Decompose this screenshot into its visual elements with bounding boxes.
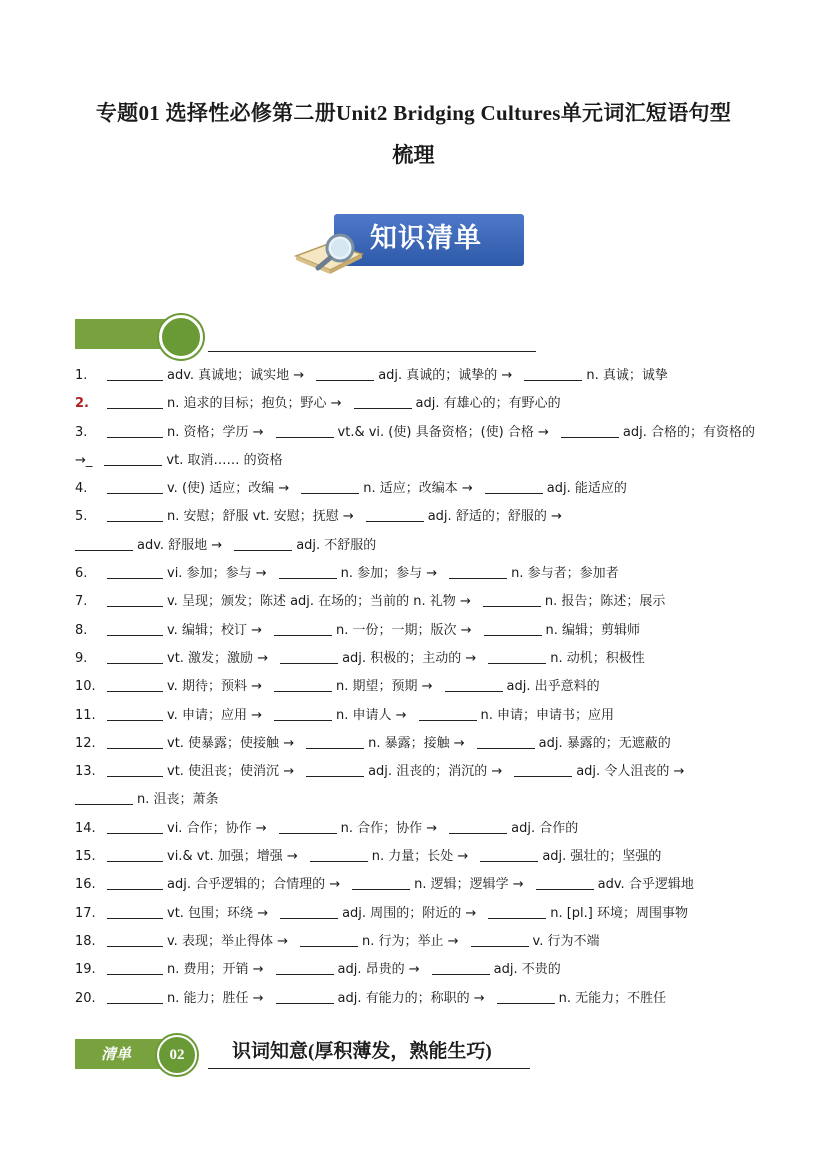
answer-blank[interactable] xyxy=(488,904,546,919)
answer-blank[interactable] xyxy=(75,536,133,551)
vocab-definition: v. 申请；应用 → xyxy=(167,707,262,723)
vocab-item xyxy=(75,843,755,871)
answer-blank[interactable] xyxy=(449,819,507,834)
vocab-definition: vt. 取消…… 的资格 xyxy=(166,452,283,468)
banner-text: 知识清单 xyxy=(370,223,482,254)
answer-blank[interactable] xyxy=(352,875,410,890)
vocab-definition: n. 动机；积极性 xyxy=(550,650,645,666)
vocab-number: 20. xyxy=(75,990,96,1006)
answer-blank[interactable] xyxy=(276,960,334,975)
vocab-definition: adv. 合乎逻辑地 xyxy=(597,877,694,893)
vocab-definition: n. 一份；一期；版次 → xyxy=(335,622,472,638)
section-1-title-line xyxy=(208,351,536,352)
answer-blank[interactable] xyxy=(485,479,543,494)
answer-blank[interactable] xyxy=(107,904,163,919)
answer-blank[interactable] xyxy=(432,960,490,975)
vocab-definition: n. 暴露；接触 → xyxy=(368,735,465,751)
vocab-number: 5. xyxy=(75,509,88,525)
vocab-definition: n. 力量；长处 → xyxy=(371,849,469,865)
answer-blank[interactable] xyxy=(107,677,163,692)
answer-blank[interactable] xyxy=(514,762,572,777)
section-2-title-line xyxy=(208,1068,530,1069)
vocab-definition: n. 安慰；舒服 vt. 安慰；抚慰 → xyxy=(167,509,354,525)
section-1-badge xyxy=(159,315,203,359)
vocab-definition: n. 费用；开销 → xyxy=(167,962,264,978)
vocab-definition: adj. 合乎逻辑的；合情理的 → xyxy=(167,877,341,893)
answer-blank[interactable] xyxy=(301,479,359,494)
vocab-item xyxy=(75,673,755,701)
answer-blank[interactable] xyxy=(107,564,163,579)
vocab-number: 19. xyxy=(75,962,96,978)
vocab-number: 9. xyxy=(75,650,88,666)
vocab-number: 14. xyxy=(75,820,96,836)
vocab-definition: n. 报告；陈述；展示 xyxy=(544,594,666,610)
vocab-definition: n. 行为；举止 → xyxy=(361,933,459,949)
vocab-number: 13. xyxy=(75,764,96,780)
answer-blank[interactable] xyxy=(107,394,163,409)
vocab-definition: vt. 激发；激励 → xyxy=(167,650,269,666)
answer-blank[interactable] xyxy=(366,507,424,522)
vocab-definition: n. 逻辑；逻辑学 → xyxy=(414,877,524,893)
vocab-item xyxy=(75,362,755,390)
vocab-definition: v. 行为不端 xyxy=(532,933,600,949)
vocab-item xyxy=(75,702,755,730)
answer-blank[interactable] xyxy=(107,960,163,975)
answer-blank[interactable] xyxy=(306,734,364,749)
section-2-label: 清单 xyxy=(101,1045,132,1063)
vocab-definition: adj. 舒适的；舒服的 → xyxy=(427,509,562,525)
vocab-definition: n. 追求的目标；抱负；野心 → xyxy=(167,396,342,412)
vocab-item xyxy=(75,730,755,758)
section-2-title: 识词知意(厚积薄发，熟能生巧) xyxy=(232,1041,492,1062)
answer-blank[interactable] xyxy=(449,564,507,579)
vocab-definition: vt. 包围；环绕 → xyxy=(167,905,269,921)
vocab-definition: adj. 真诚的；诚挚的 → xyxy=(378,368,513,383)
vocab-definition: v. (使) 适应；改编 → xyxy=(167,481,290,497)
vocab-definition: adj. 暴露的；无遮蔽的 xyxy=(538,735,671,751)
vocab-definition: vi. 合作；协作 → xyxy=(167,820,267,836)
answer-blank[interactable] xyxy=(75,790,133,805)
section-1-header xyxy=(75,315,205,353)
vocab-definition: adj. 有雄心的；有野心的 xyxy=(415,396,561,412)
vocab-definition: n. 参与者；参加者 xyxy=(511,566,619,582)
vocab-definition: v. 编辑；校订 → xyxy=(167,622,262,638)
answer-blank[interactable] xyxy=(561,423,619,438)
page-title-line-1: 专题01 选择性必修第二册Unit2 Bridging Cultures单元词汇短语句型 xyxy=(95,101,732,125)
answer-blank[interactable] xyxy=(419,706,477,721)
vocab-item xyxy=(75,560,755,588)
vocab-number: 1. xyxy=(75,368,88,383)
answer-blank[interactable] xyxy=(484,621,542,636)
answer-blank[interactable] xyxy=(524,366,582,381)
vocab-definition: n. 参加；参与 → xyxy=(340,566,438,582)
vocab-number: 11. xyxy=(75,707,96,723)
vocab-number: 8. xyxy=(75,622,88,638)
vocab-definition: vt. 使暴露；使接触 → xyxy=(167,735,295,751)
vocab-definition: n. 编辑；剪辑师 xyxy=(545,622,641,638)
answer-blank[interactable] xyxy=(536,875,594,890)
answer-blank[interactable] xyxy=(107,706,163,721)
vocab-number: 16. xyxy=(75,877,96,893)
answer-blank[interactable] xyxy=(480,847,538,862)
answer-blank[interactable] xyxy=(274,677,332,692)
vocab-definition: vt. 使沮丧；使消沉 → xyxy=(167,764,295,780)
vocab-number: 12. xyxy=(75,735,96,751)
answer-blank[interactable] xyxy=(280,649,338,664)
answer-blank[interactable] xyxy=(107,875,163,890)
section-2-number: 02 xyxy=(157,1035,197,1075)
section-2-header xyxy=(75,1034,205,1072)
vocab-definition: n. 沮丧；萧条 xyxy=(137,792,219,808)
vocab-number: 3. xyxy=(75,424,88,440)
answer-blank[interactable] xyxy=(107,762,163,777)
vocab-number: 2. xyxy=(75,396,89,412)
vocab-definition: adj. 昂贵的 → xyxy=(337,962,420,978)
vocab-item xyxy=(75,503,755,560)
vocab-definition: n. 能力；胜任 → xyxy=(167,990,264,1006)
vocab-number: 17. xyxy=(75,905,96,921)
page-title xyxy=(0,92,827,176)
vocab-definition: n. 资格；学历 → xyxy=(167,424,264,440)
answer-blank[interactable] xyxy=(107,734,163,749)
answer-blank[interactable] xyxy=(107,507,163,522)
answer-blank[interactable] xyxy=(107,932,163,947)
vocab-definition: adj. 能适应的 xyxy=(546,481,627,497)
answer-blank[interactable] xyxy=(234,536,292,551)
vocab-number: 18. xyxy=(75,933,96,949)
vocab-item xyxy=(75,985,755,1013)
vocab-definition: n. [pl.] 环境；周围事物 xyxy=(550,905,688,921)
answer-blank[interactable] xyxy=(107,847,163,862)
answer-blank[interactable] xyxy=(274,706,332,721)
vocab-item xyxy=(75,390,755,418)
vocab-item xyxy=(75,645,755,673)
vocab-definition: adv. 舒服地 → xyxy=(137,537,223,553)
vocab-item xyxy=(75,475,755,503)
answer-blank[interactable] xyxy=(107,366,163,381)
vocab-item xyxy=(75,617,755,645)
vocab-definition: adj. 合格的；有资格的 →_ xyxy=(75,424,755,468)
vocab-item xyxy=(75,758,755,815)
vocab-item xyxy=(75,815,755,843)
vocab-item xyxy=(75,928,755,956)
vocab-number: 15. xyxy=(75,849,96,865)
vocab-definition: adj. 不舒服的 xyxy=(296,537,377,553)
answer-blank[interactable] xyxy=(107,423,163,438)
answer-blank[interactable] xyxy=(497,989,555,1004)
answer-blank[interactable] xyxy=(471,932,529,947)
answer-blank[interactable] xyxy=(354,394,412,409)
page-title-line-2: 梳理 xyxy=(392,143,435,167)
answer-blank[interactable] xyxy=(107,592,163,607)
vocab-definition: vt.& vi. (使) 具备资格；(使) 合格 → xyxy=(337,424,549,440)
answer-blank[interactable] xyxy=(274,621,332,636)
vocab-definition: n. 无能力；不胜任 xyxy=(558,990,667,1006)
answer-blank[interactable] xyxy=(107,479,163,494)
answer-blank[interactable] xyxy=(483,592,541,607)
vocab-definition: adj. 合作的 xyxy=(511,820,579,836)
vocab-definition: v. 表现；举止得体 → xyxy=(167,933,288,949)
vocab-number: 6. xyxy=(75,566,88,582)
answer-blank[interactable] xyxy=(279,819,337,834)
answer-blank[interactable] xyxy=(107,989,163,1004)
vocab-number: 10. xyxy=(75,679,96,695)
answer-blank[interactable] xyxy=(310,847,368,862)
answer-blank[interactable] xyxy=(316,366,374,381)
answer-blank[interactable] xyxy=(107,621,163,636)
vocab-item xyxy=(75,588,755,616)
answer-blank[interactable] xyxy=(280,904,338,919)
answer-blank[interactable] xyxy=(306,762,364,777)
vocab-item xyxy=(75,871,755,899)
vocab-number: 4. xyxy=(75,481,88,497)
vocab-number: 7. xyxy=(75,594,88,610)
vocab-definition: n. 合作；协作 → xyxy=(340,820,438,836)
answer-blank[interactable] xyxy=(104,451,162,466)
knowledge-list-banner xyxy=(292,212,532,274)
vocab-definition: adj. 沮丧的；消沉的 → xyxy=(368,764,503,780)
answer-blank[interactable] xyxy=(477,734,535,749)
answer-blank[interactable] xyxy=(107,819,163,834)
vocab-definition: vi. 参加；参与 → xyxy=(167,566,267,582)
vocab-item xyxy=(75,900,755,928)
vocab-definition: n. 申请人 → xyxy=(335,707,407,723)
vocab-definition: adj. 强壮的；坚强的 xyxy=(542,849,662,865)
answer-blank[interactable] xyxy=(488,649,546,664)
vocab-item xyxy=(75,419,755,476)
book-magnifier-icon xyxy=(292,230,370,278)
vocab-definition: adj. 不贵的 xyxy=(493,962,561,978)
vocab-definition: n. 适应；改编本 → xyxy=(363,481,473,497)
vocab-definition: adj. 周围的；附近的 → xyxy=(342,905,477,921)
answer-blank[interactable] xyxy=(279,564,337,579)
vocab-definition: adv. 真诚地；诚实地 → xyxy=(167,368,305,383)
vocab-list xyxy=(75,362,755,1013)
vocab-definition: adj. 出乎意料的 xyxy=(506,679,600,695)
answer-blank[interactable] xyxy=(276,989,334,1004)
answer-blank[interactable] xyxy=(300,932,358,947)
answer-blank[interactable] xyxy=(445,677,503,692)
vocab-definition: adj. 有能力的；称职的 → xyxy=(337,990,485,1006)
vocab-item xyxy=(75,956,755,984)
vocab-definition: adj. 令人沮丧的 → xyxy=(576,764,685,780)
vocab-definition: adj. 积极的；主动的 → xyxy=(342,650,477,666)
vocab-definition: vi.& vt. 加强；增强 → xyxy=(167,849,298,865)
vocab-definition: v. 期待；预料 → xyxy=(167,679,262,695)
vocab-definition: v. 呈现；颁发；陈述 adj. 在场的；当前的 n. 礼物 → xyxy=(167,594,471,610)
answer-blank[interactable] xyxy=(276,423,334,438)
vocab-definition: n. 真诚；诚挚 xyxy=(586,368,668,383)
vocab-definition: n. 申请；申请书；应用 xyxy=(480,707,615,723)
vocab-definition: n. 期望；预期 → xyxy=(335,679,433,695)
answer-blank[interactable] xyxy=(107,649,163,664)
